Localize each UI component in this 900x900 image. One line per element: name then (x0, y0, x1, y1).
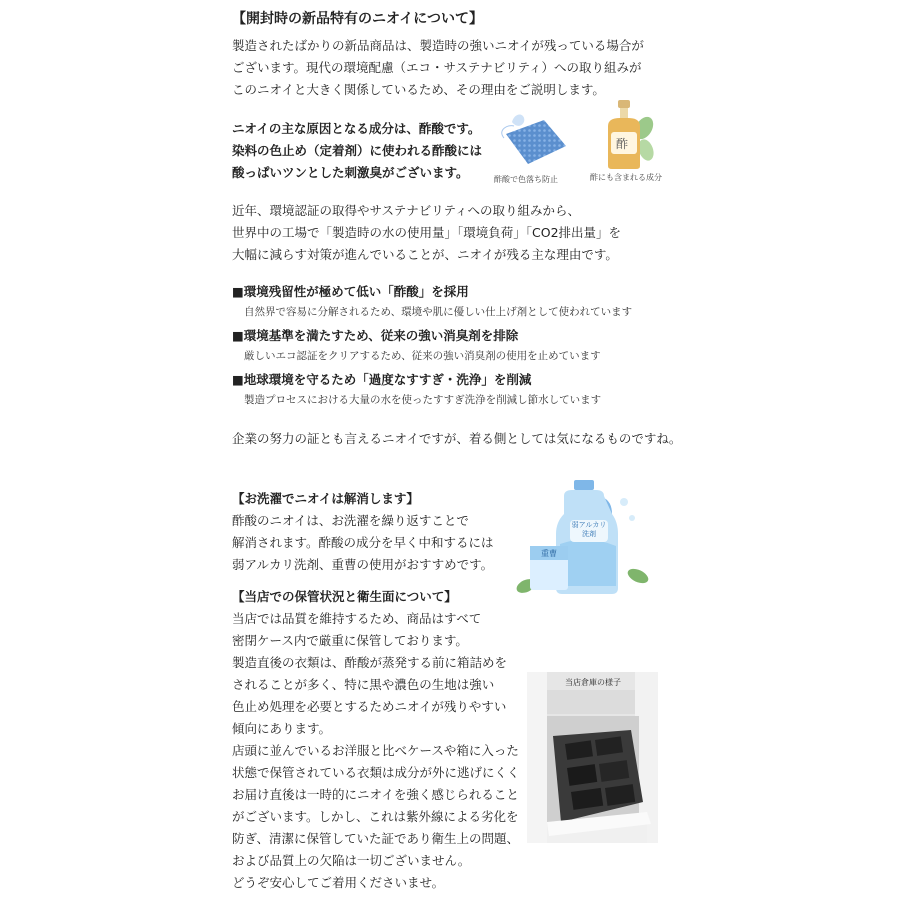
cause-line: 酸っぱいツンとした刺激臭がございます。 (232, 165, 469, 180)
closing-text: 企業の努力の証とも言えるニオイですが、着る側としては気になるものですね。 (232, 431, 682, 446)
section1-intro-line: このニオイと大きく関係しているため、その理由をご説明します。 (232, 82, 605, 97)
fabric-illustration (492, 108, 574, 174)
section2-title: 【お洗濯でニオイは解消します】 (232, 491, 419, 506)
section3-body-line: 色止め処理を必要とするためニオイが残りやすい (232, 699, 507, 714)
section3-body-line: および品質上の欠陥は一切ございません。 (232, 853, 471, 868)
bullet-heading: ■地球環境を守るため「過度なすすぎ・洗浄」を削減 (232, 372, 532, 387)
section3-body-line: がございます。しかし、これは紫外線による劣化を (232, 809, 519, 824)
reason-line: 大幅に減らす対策が進んでいることが、ニオイが残る主な理由です。 (232, 247, 618, 262)
cause-line: ニオイの主な原因となる成分は、酢酸です。 (232, 121, 481, 136)
section1-title: 【開封時の新品特有のニオイについて】 (232, 11, 484, 27)
section3-body-line: どうぞ安心してご着用くださいませ。 (232, 875, 445, 890)
section3-body-line: 傾向にあります。 (232, 721, 332, 736)
section3-body-line: されることが多く、特に黒や濃色の生地は強い (232, 677, 495, 692)
reason-line: 近年、環境認証の取得やサステナビリティへの取り組みから、 (232, 203, 581, 218)
bullet-heading: ■環境基準を満たすため、従来の強い消臭剤を排除 (232, 328, 519, 343)
reason-line: 世界中の工場で「製造時の水の使用量」「環境負荷」「CO2排出量」を (232, 225, 622, 240)
baking-soda-label: 重曹 (541, 549, 557, 558)
bullet-desc: 製造プロセスにおける大量の水を使ったすすぎ洗浄を削減し節水しています (244, 394, 602, 406)
bullet-heading: ■環境残留性が極めて低い「酢酸」を採用 (232, 284, 469, 299)
section3-body-line: 店頭に並んでいるお洋服と比べケースや箱に入った (232, 743, 519, 758)
section3-title: 【当店での保管状況と衛生面について】 (232, 589, 457, 604)
section2-body-line: 弱アルカリ洗剤、重曹の使用がおすすめです。 (232, 557, 494, 572)
section3-body-line: 当店では品質を維持するため、商品はすべて (232, 611, 482, 626)
section3-body-line: 製造直後の衣類は、酢酸が蒸発する前に箱詰めを (232, 655, 508, 670)
bullet-desc: 自然界で容易に分解されるため、環境や肌に優しい仕上げ剤として使われています (244, 306, 633, 318)
detergent-illustration (508, 474, 654, 602)
section3-body-line: 防ぎ、清潔に保管していた証であり衛生上の問題、 (232, 831, 520, 846)
vinegar-caption: 酢にも含まれる成分 (590, 173, 662, 182)
vinegar-bottle-illustration (596, 98, 656, 170)
fabric-caption: 酢酸で色落ち防止 (494, 175, 558, 184)
warehouse-photo-caption: 当店倉庫の様子 (565, 678, 621, 687)
vinegar-bottle-label: 酢 (616, 137, 629, 151)
section2-body-line: 解消されます。酢酸の成分を早く中和するには (232, 535, 494, 550)
section1-intro-line: ございます。現代の環境配慮（エコ・サステナビリティ）への取り組みが (232, 60, 642, 75)
warehouse-photo (527, 672, 658, 843)
detergent-bottle-label: 弱アルカリ洗剤 (571, 521, 607, 538)
section3-body-line: 状態で保管されている衣類は成分が外に逃げにくく (232, 765, 520, 780)
section1-intro-line: 製造されたばかりの新品商品は、製造時の強いニオイが残っている場合が (232, 38, 644, 53)
cause-line: 染料の色止め（定着剤）に使われる酢酸には (232, 143, 483, 158)
section2-body-line: 酢酸のニオイは、お洗濯を繰り返すことで (232, 513, 469, 528)
section3-body-line: お届け直後は一時的にニオイを強く感じられること (232, 787, 519, 802)
section3-body-line: 密閉ケース内で厳重に保管しております。 (232, 633, 468, 648)
bullet-desc: 厳しいエコ認証をクリアするため、従来の強い消臭剤の使用を止めています (244, 350, 601, 362)
